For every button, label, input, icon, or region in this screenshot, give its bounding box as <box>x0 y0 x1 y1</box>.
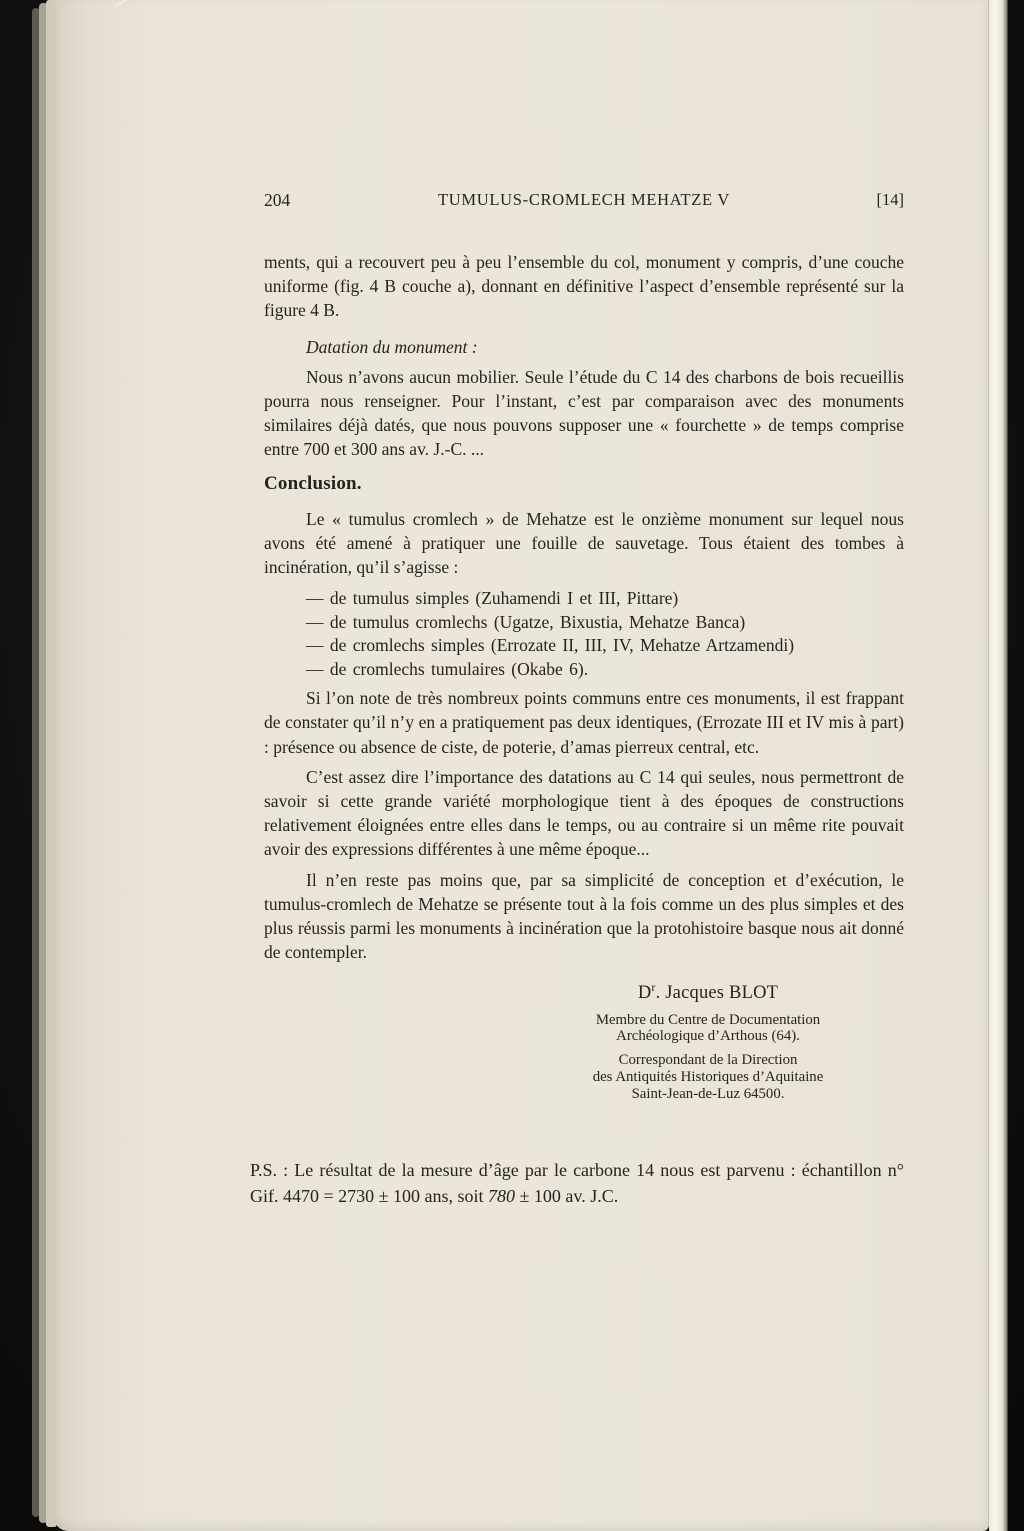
affiliation-first <box>528 1012 888 1046</box>
list-item: — de cromlechs tumulaires (Okabe 6). <box>306 658 589 679</box>
heading-conclusion: Conclusion. <box>264 472 362 494</box>
postscript-italic-value: 780 <box>488 1186 516 1207</box>
list-item: — de tumulus cromlechs (Ugatze, Bixustia, Mehatze Banca) <box>306 611 746 632</box>
affiliation-line: Saint-Jean-de-Luz 64500. <box>631 1085 785 1102</box>
author-name <box>528 980 888 1004</box>
author-name-rest: . Jacques BLOT <box>655 983 779 1004</box>
paragraph-comparison: Si l’on note de très nombreux points communs entre ces monuments, il est frappant de constater qu’il n’y en a pratiquement pas deux identiques, (Errozate III et IV mis à part) : présence ou absence de ciste, de poterie, d’amas pierreux central, etc. <box>264 688 904 757</box>
affiliation-line: Correspondant de la Direction <box>618 1052 798 1069</box>
monument-type-list <box>264 587 904 681</box>
text-column <box>250 188 904 1210</box>
subheading-datation: Datation du monument : <box>306 336 478 357</box>
running-title: TUMULUS-CROMLECH MEHATZE V <box>438 190 730 209</box>
list-item: — de tumulus simples (Zuhamendi I et III, Pittare) <box>306 588 679 609</box>
paragraph-continuation: ments, qui a recouvert peu à peu l’ensemble du col, monument y compris, d’une couche uniforme (fig. 4 B couche a), donnant en définitive l’aspect d’ensemble représenté sur la figure 4 B. <box>264 252 904 321</box>
list-item: — de cromlechs simples (Errozate II, III, IV, Mehatze Artzamendi) <box>306 635 795 656</box>
running-header <box>264 188 904 212</box>
page-curl-highlight <box>114 0 178 8</box>
affiliation-second <box>528 1052 888 1102</box>
book-page <box>54 0 989 1531</box>
paragraph-conclusion-intro: Le « tumulus cromlech » de Mehatze est le onzième monument sur lequel nous avons été amené à pratiquer une fouille de sauvetage. Tous étaient des tombes à incinération, qu’il s’agisse : <box>264 508 904 578</box>
author-name-initial: D <box>637 983 652 1004</box>
postscript-text-end: ± 100 av. J.C. <box>515 1186 619 1207</box>
signature-block <box>528 980 888 1102</box>
page-number: 204 <box>264 190 291 210</box>
paragraph-closing: Il n’en reste pas moins que, par sa simplicité de conception et d’exécution, le tumulus-cromlech de Mehatze se présente tout à la fois comme un des plus simples et des plus réussis parmi les monuments à incinération que la protohistoire basque nous ait donné de contempler. <box>264 869 904 963</box>
affiliation-line: des Antiquités Historiques d’Aquitaine <box>592 1069 824 1086</box>
page-stack-edge-right <box>989 0 1008 1531</box>
section-bracket-number: [14] <box>876 190 904 209</box>
affiliation-line: Archéologique d’Arthous (64). <box>616 1028 800 1045</box>
author-name-superscript: r <box>651 980 656 995</box>
postscript-text: P.S. : Le résultat de la mesure d’âge par le carbone 14 nous est parvenu : échantillon n° Gif. 4470 = 2730 ± 100 ans, soit <box>250 1159 904 1207</box>
paragraph-datation: Nous n’avons aucun mobilier. Seule l’étude du C 14 des charbons de bois recueillis pourra nous renseigner. Pour l’instant, c’est par comparaison avec des monuments similaires déjà datés, que nous pouvons supposer une « fourchette » de temps comprise entre 700 et 300 ans av. J.-C. ... <box>264 366 904 460</box>
paragraph-datations-importance: C’est assez dire l’importance des datations au C 14 qui seules, nous permettront de savoir si cette grande variété morphologique tient à des époques de constructions relativement éloignées entre elles dans le temps, ou au contraire si un même rite pouvait avoir des expressions différentes à une même époque... <box>264 766 904 860</box>
affiliation-line: Membre du Centre de Documentation <box>595 1011 821 1028</box>
postscript <box>250 1157 904 1211</box>
